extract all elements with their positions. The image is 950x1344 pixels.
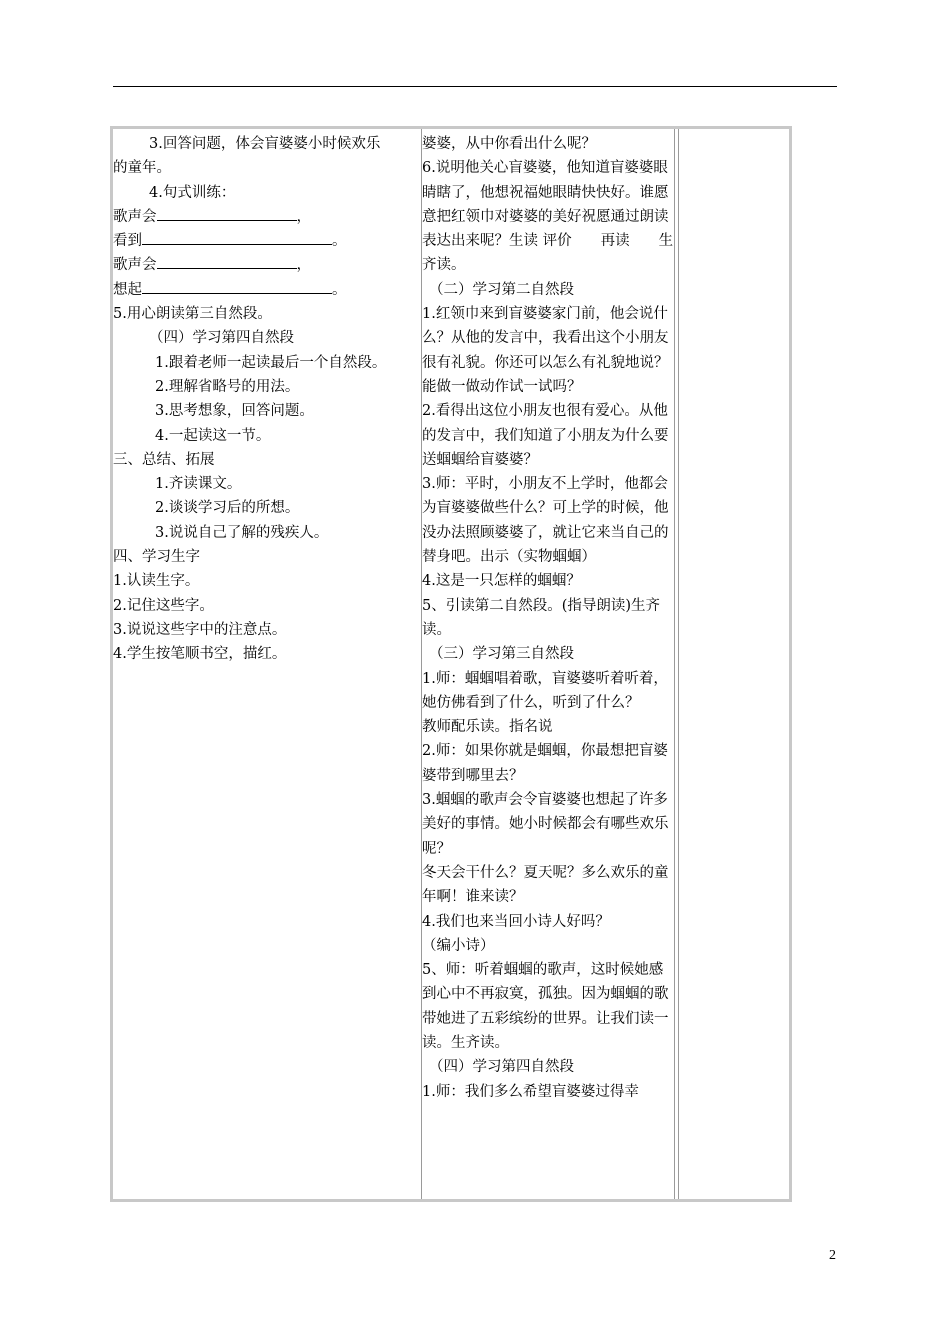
left-line (113, 351, 421, 375)
right-column (678, 129, 786, 1199)
fill-in-blank (157, 205, 297, 221)
middle-line (422, 156, 674, 277)
left-line-text: 4.一起读这一节。 (155, 427, 271, 444)
middle-line (422, 472, 674, 569)
left-line-text: 四、学习生字 (113, 549, 200, 566)
middle-line-text: 教师配乐读。指名说 (422, 719, 553, 736)
middle-line-text: 4.我们也来当回小诗人好吗？ (422, 913, 610, 930)
left-line (113, 229, 421, 253)
left-line (113, 181, 421, 205)
middle-line-text: （编小诗） (422, 937, 495, 954)
middle-line-text: 冬天会干什么？夏天呢？多么欢乐的童年啊！谁来读？ (422, 864, 669, 906)
left-line-text: 歌声会 (113, 257, 157, 274)
middle-column (422, 129, 675, 1199)
middle-line (422, 861, 674, 910)
left-line (113, 326, 421, 350)
blank-punctuation: ， (296, 208, 311, 225)
middle-line (422, 1055, 674, 1079)
left-line (113, 253, 421, 277)
middle-line (422, 739, 674, 788)
left-line (113, 496, 421, 520)
left-line (113, 424, 421, 448)
middle-line (422, 399, 674, 472)
left-line (113, 521, 421, 545)
middle-line-text: 6.说明他关心盲婆婆，他知道盲婆婆眼睛瞎了，他想祝福她眼睛快快好。谁愿意把红领巾对婆婆的美好祝愿通过朗读表达出来呢？生读 评价 再读 生齐读。 (422, 160, 674, 274)
left-line (113, 642, 421, 666)
left-line-text: 3.说说自己了解的残疾人。 (155, 524, 329, 541)
left-line (113, 569, 421, 593)
middle-line-text: 5、引读第二自然段。(指导朗读)生齐读。 (422, 597, 661, 638)
left-line-text: 5.用心朗读第三自然段。 (113, 306, 272, 323)
left-line-text: 想起 (113, 281, 142, 298)
middle-line (422, 302, 674, 399)
left-line (113, 545, 421, 569)
left-line-text: 三、总结、拓展 (113, 451, 215, 468)
left-column-text (113, 129, 421, 667)
middle-line-text: 1.师：我们多么希望盲婆婆过得幸 (422, 1083, 639, 1100)
middle-line-text: （四）学习第四自然段 (429, 1059, 574, 1076)
middle-column-text (422, 129, 674, 1104)
blank-punctuation: ， (296, 257, 311, 274)
left-line (113, 205, 421, 229)
left-line (113, 472, 421, 496)
left-line-text: 3.思考想象，回答问题。 (155, 403, 314, 420)
left-line-text: 2.谈谈学习后的所想。 (155, 500, 300, 517)
fill-in-blank (142, 229, 332, 245)
middle-line (422, 569, 674, 593)
left-line-text: 1.认读生字。 (113, 573, 200, 590)
left-line-text: 1.齐读课文。 (155, 476, 242, 493)
left-column (113, 129, 422, 1199)
left-line (113, 448, 421, 472)
middle-line-text: 2.看得出这位小朋友也很有爱心。从他的发言中，我们知道了小朋友为什么要送蝈蝈给盲婆婆？ (422, 403, 669, 468)
left-line-text: 3.回答问题，体会盲婆婆小时候欢乐 (149, 136, 381, 152)
middle-line (422, 278, 674, 302)
fill-in-blank (142, 278, 332, 294)
left-line (113, 399, 421, 423)
middle-line (422, 934, 674, 958)
fill-in-blank (157, 253, 297, 269)
left-line (113, 375, 421, 399)
page-number: 2 (829, 1248, 836, 1263)
middle-line-text: 3.师：平时，小朋友不上学时，他都会为盲婆婆做些什么？可上学的时候，他没办法照顾婆婆了，就让它来当自己的替身吧。出示（实物蝈蝈） (422, 476, 669, 566)
middle-line-text: 2.师：如果你就是蝈蝈，你最想把盲婆婆带到哪里去？ (422, 743, 668, 784)
left-line-text: 2.理解省略号的用法。 (155, 378, 300, 395)
left-line-text: 4.句式训练： (149, 184, 236, 201)
middle-line (422, 642, 674, 666)
left-line-text: （四）学习第四自然段 (149, 330, 294, 347)
middle-line-text: 5、师：听着蝈蝈的歌声，这时候她感到心中不再寂寞，孤独。因为蝈蝈的歌带她进了五彩缤纷的世界。让我们读一读。生齐读。 (422, 962, 669, 1051)
blank-punctuation: 。 (332, 281, 347, 298)
middle-line (422, 594, 674, 643)
middle-line-text: 4.这是一只怎样的蝈蝈？ (422, 573, 581, 590)
left-line-text: 的童年。 (113, 160, 171, 177)
middle-line (422, 958, 674, 1055)
middle-line-text: 婆婆，从中你看出什么呢？ (422, 136, 596, 152)
middle-line (422, 667, 674, 716)
left-line (113, 278, 421, 302)
left-line-text: 1.跟着老师一起读最后一个自然段。 (155, 354, 387, 371)
left-line-text: 2.记住这些字。 (113, 597, 214, 614)
blank-punctuation: 。 (332, 233, 347, 250)
left-line-text: 看到 (113, 233, 142, 250)
middle-line (422, 1080, 674, 1104)
left-line-text: 歌声会 (113, 208, 157, 225)
lesson-plan-table (110, 126, 792, 1202)
left-line-text: 4.学生按笔顺书空，描红。 (113, 646, 287, 663)
left-line-text: 3.说说这些字中的注意点。 (113, 621, 287, 638)
left-line (113, 156, 421, 180)
middle-line-text: 1.师：蝈蝈唱着歌，盲婆婆听着听着，她仿佛看到了什么，听到了什么？ (422, 670, 668, 711)
middle-line-text: （二）学习第二自然段 (429, 281, 574, 298)
left-line (113, 594, 421, 618)
middle-line (422, 715, 674, 739)
left-line (113, 618, 421, 642)
header-rule (113, 86, 837, 87)
middle-line-text: 1.红领巾来到盲婆婆家门前，他会说什么？从他的发言中，我看出这个小朋友很有礼貌。你还可以怎么有礼貌地说？能做一做动作试一试吗？ (422, 306, 669, 395)
middle-line-text: （三）学习第三自然段 (429, 646, 574, 663)
middle-line (422, 910, 674, 934)
middle-line-text: 3.蝈蝈的歌声会令盲婆婆也想起了许多美好的事情。她小时候都会有哪些欢乐呢？ (422, 792, 669, 857)
left-line (113, 302, 421, 326)
left-line (113, 132, 421, 156)
middle-line (422, 132, 674, 156)
middle-line (422, 788, 674, 861)
